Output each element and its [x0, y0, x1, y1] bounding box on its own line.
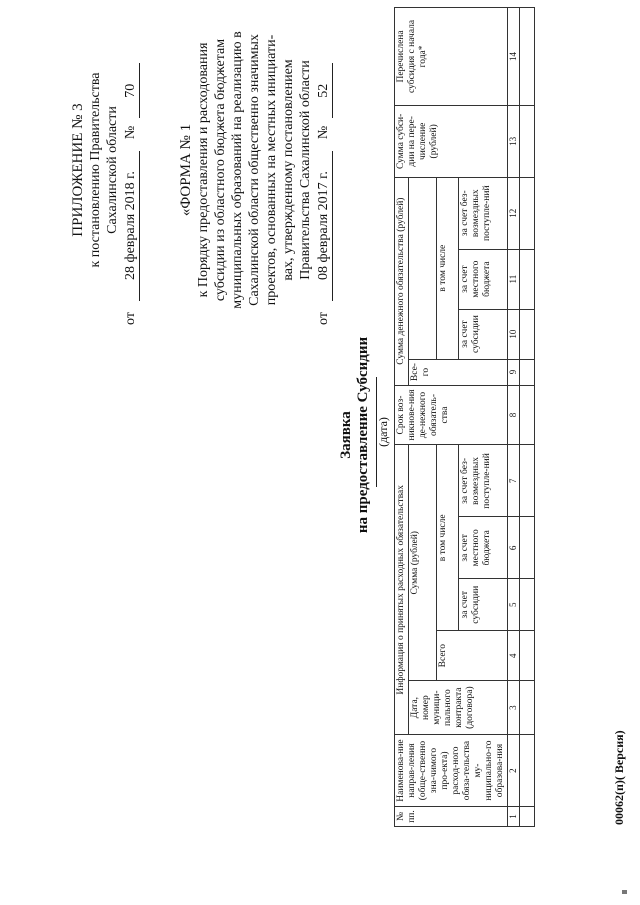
header-transferred: Перечислена субсидия с начала года*	[395, 8, 508, 106]
header-total: Всего	[436, 631, 508, 681]
empty-cell	[520, 177, 535, 249]
form-reference-block	[178, 15, 333, 325]
form-line-7: Правительства Сахалинской области	[298, 60, 313, 280]
column-number: 1	[508, 807, 520, 827]
form-number: 52	[315, 63, 333, 118]
column-number: 8	[508, 385, 520, 445]
header-money: Сумма денежного обязательства (рублей)	[395, 177, 409, 385]
header-subsidy: за счет субсидии	[459, 579, 508, 631]
empty-cell	[520, 309, 535, 359]
header-local: за счет местного бюджета	[459, 517, 508, 579]
column-number: 5	[508, 579, 520, 631]
empty-cell	[520, 105, 535, 177]
form-line-6: вах, утвержденному постановлением	[281, 59, 296, 281]
header-incl: в том числе	[436, 445, 459, 631]
header-term: Срок воз-никнове-ния де-нежного обязатель-ства	[395, 385, 508, 445]
header-free: за счет без-возмездных поступле-ний	[459, 445, 508, 517]
header-name: Наименова-ние направ-ления (обще-ственно зна-чимого про-екта) расход-ного обяза-тельства му-ниципально-го образова-ния	[395, 735, 508, 807]
empty-cell	[520, 249, 535, 309]
form-title: «ФОРМА № 1	[178, 123, 194, 217]
empty-data-row	[520, 8, 535, 827]
column-number: 7	[508, 445, 520, 517]
empty-cell	[520, 579, 535, 631]
column-number: 12	[508, 177, 520, 249]
empty-cell	[520, 735, 535, 807]
header-total2: Все-го	[409, 359, 508, 385]
form-line-4: Сахалинской области общественно значимых	[247, 34, 262, 306]
header-no: № пп.	[395, 807, 508, 827]
column-number: 3	[508, 681, 520, 735]
appendix-block	[70, 15, 140, 325]
appendix-number: 70	[122, 63, 140, 118]
header-incl2: в том числе	[436, 177, 459, 359]
header-date-contract: Дата, номер муници-пального контракта (договора)	[409, 681, 508, 735]
title-block	[338, 265, 372, 605]
scan-speck	[622, 890, 627, 894]
empty-cell	[520, 807, 535, 827]
form-date-line	[315, 15, 333, 325]
header-subsidy2: за счет субсидии	[459, 309, 508, 359]
empty-cell	[520, 359, 535, 385]
appendix-line2: Сахалинской области	[105, 106, 120, 234]
column-number: 11	[508, 249, 520, 309]
title-line2: на предоставление Субсидии	[355, 336, 371, 534]
appendix-from: от	[123, 312, 138, 325]
column-number: 10	[508, 309, 520, 359]
header-sum-rub: Сумма (рублей)	[409, 445, 437, 681]
empty-cell	[520, 517, 535, 579]
date-caption: (дата)	[376, 377, 390, 487]
empty-cell	[520, 385, 535, 445]
appendix-title: ПРИЛОЖЕНИЕ № 3	[70, 103, 86, 237]
form-line-5: проектов, основанных на местных инициати-	[264, 34, 279, 306]
empty-cell	[520, 8, 535, 106]
column-number: 9	[508, 359, 520, 385]
header-local2: за счет местного бюджета	[459, 249, 508, 309]
form-date: 08 февраля 2017 г.	[315, 151, 333, 301]
header-info: Информация о принятых расходных обязательствах	[395, 445, 409, 735]
column-number: 2	[508, 735, 520, 807]
column-number: 6	[508, 517, 520, 579]
footer-code: 00062(п)( Версия)	[612, 730, 626, 825]
form-line-3: муниципальных образований на реализацию в	[230, 31, 245, 309]
column-number-row	[508, 8, 520, 827]
appendix-no: №	[123, 125, 138, 140]
form-no: №	[316, 125, 331, 140]
appendix-line1: к постановлению Правительства	[88, 72, 103, 268]
form-line-1: к Порядку предоставления и расходования	[196, 42, 211, 298]
empty-cell	[520, 631, 535, 681]
empty-cell	[520, 681, 535, 735]
column-number: 13	[508, 105, 520, 177]
appendix-date: 28 февраля 2018 г.	[122, 151, 140, 301]
column-number: 4	[508, 631, 520, 681]
form-line-2: субсидии из областного бюджета бюджетам	[213, 38, 228, 302]
header-money-spacer	[409, 177, 437, 359]
application-table	[394, 7, 535, 827]
header-free2: за счет без-возмездных поступле-ний	[459, 177, 508, 249]
column-number: 14	[508, 8, 520, 106]
header-transfer: Сумма субси-дии на пере-числение (рублей)	[395, 105, 508, 177]
appendix-date-line	[122, 15, 140, 325]
title-line1: Заявка	[338, 411, 354, 459]
header-row-1	[395, 8, 409, 827]
empty-cell	[520, 445, 535, 517]
form-from: от	[316, 312, 331, 325]
